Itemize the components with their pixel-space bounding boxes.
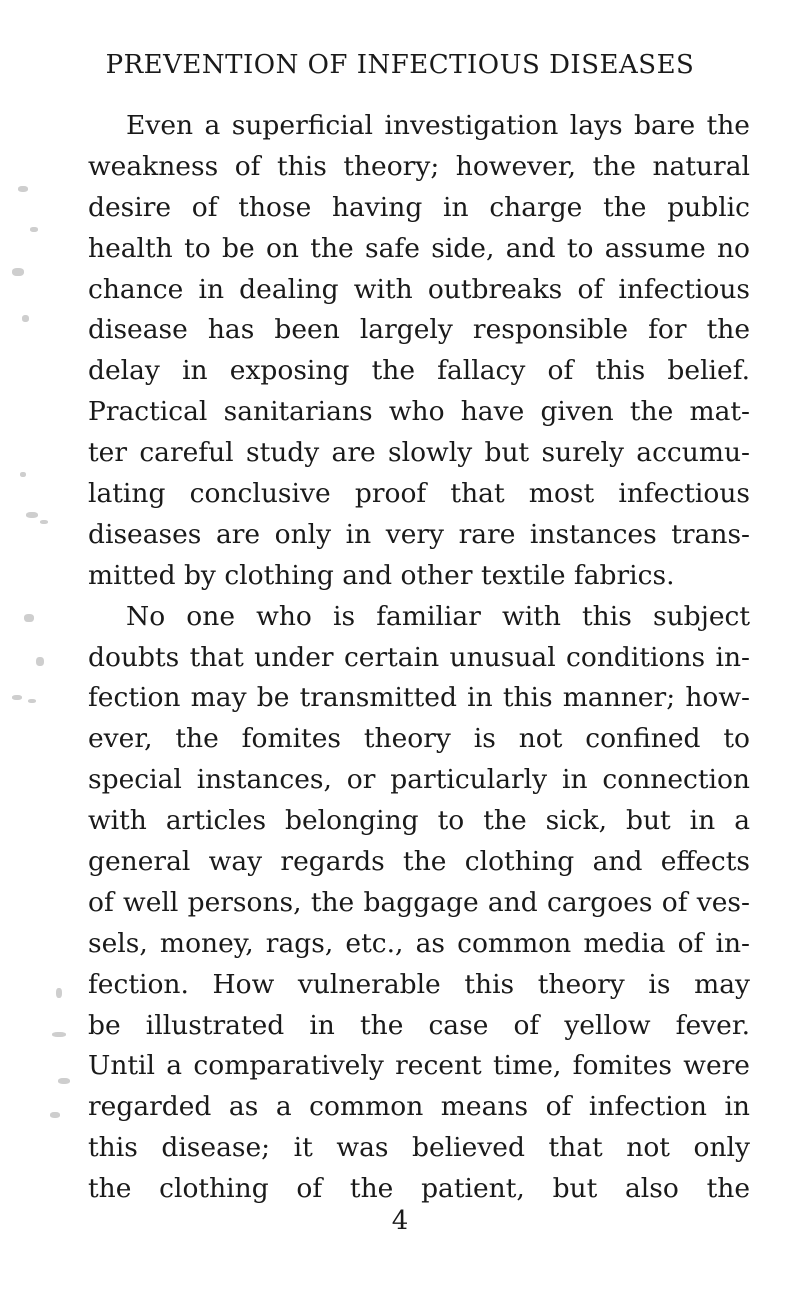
text-line: general way regards the clothing and effects xyxy=(88,846,750,878)
margin-speck xyxy=(12,268,24,276)
page-number: 4 xyxy=(391,1206,409,1236)
text-line: fection. How vulnerable this theory is may xyxy=(88,968,750,1000)
margin-speck xyxy=(24,614,34,622)
margin-speck xyxy=(56,988,62,998)
text-line: lating conclusive proof that most infectious xyxy=(88,478,750,510)
text-line: of well persons, the baggage and cargoes of ves- xyxy=(88,886,750,918)
margin-speck xyxy=(20,472,26,477)
text-line: health to be on the safe side, and to assume no xyxy=(88,232,750,264)
text-line: weakness of this theory; however, the natural xyxy=(88,150,750,182)
text-line: chance in dealing with outbreaks of infectious xyxy=(88,273,750,305)
text-line: desire of those having in charge the public xyxy=(88,191,750,223)
text-line: delay in exposing the fallacy of this belief. xyxy=(88,355,750,387)
text-line: ever, the fomites theory is not confined to xyxy=(88,723,750,755)
text-line: No one who is familiar with this subject xyxy=(126,600,750,632)
text-line: Practical sanitarians who have given the mat- xyxy=(88,396,750,428)
text-line: sels, money, rags, etc., as common media of in- xyxy=(88,927,750,959)
margin-speck xyxy=(22,315,29,322)
text-line: diseases are only in very rare instances trans- xyxy=(88,518,750,550)
text-line: Even a superficial investigation lays bare the xyxy=(126,110,750,141)
margin-speck xyxy=(58,1078,70,1084)
running-head: PREVENTION OF INFECTIOUS DISEASES xyxy=(105,50,695,80)
margin-speck xyxy=(36,657,44,666)
text-line: doubts that under certain unusual conditions in- xyxy=(88,641,750,673)
margin-speck xyxy=(40,520,48,524)
margin-speck xyxy=(18,186,28,192)
text-line: be illustrated in the case of yellow fever. xyxy=(88,1009,750,1041)
margin-speck xyxy=(52,1032,66,1037)
text-line: Until a comparatively recent time, fomites were xyxy=(88,1050,750,1082)
text-line: the clothing of the patient, but also the xyxy=(88,1173,750,1205)
text-line: mitted by clothing and other textile fabrics. xyxy=(88,559,675,591)
text-line: disease has been largely responsible for the xyxy=(88,314,750,346)
margin-speck xyxy=(30,227,38,232)
margin-speck xyxy=(26,512,38,518)
left-margin-stains xyxy=(0,0,80,1304)
text-line: ter careful study are slowly but surely accumu- xyxy=(88,437,750,469)
text-line: regarded as a common means of infection in xyxy=(88,1091,750,1123)
margin-speck xyxy=(28,699,36,703)
text-line: special instances, or particularly in connection xyxy=(88,764,750,796)
margin-speck xyxy=(50,1112,60,1118)
text-line: fection may be transmitted in this manner; how- xyxy=(88,682,750,714)
text-line: this disease; it was believed that not only xyxy=(88,1132,750,1164)
text-line: with articles belonging to the sick, but in a xyxy=(88,805,750,837)
margin-speck xyxy=(12,695,22,700)
body-text xyxy=(88,106,750,1210)
